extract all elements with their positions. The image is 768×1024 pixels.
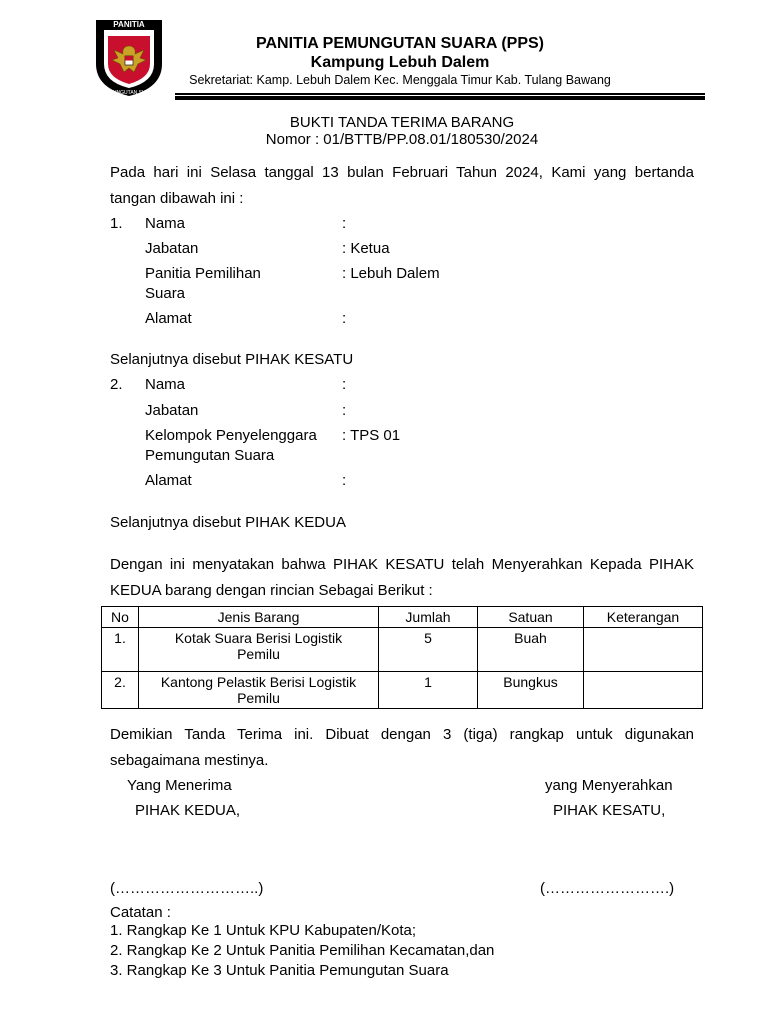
header-note: Keterangan (584, 607, 703, 628)
receiver-party: PIHAK KEDUA, (135, 802, 241, 819)
row-item (139, 672, 379, 709)
row-quantity: 1 (379, 672, 478, 709)
table-row (102, 672, 703, 709)
kpu-logo (90, 14, 168, 98)
closing-line-2: sebagaimana mestinya. (110, 752, 269, 769)
note-item: 1. Rangkap Ke 1 Untuk KPU Kabupaten/Kota; (110, 922, 417, 939)
party2-name-value: : (342, 376, 347, 393)
party2-address-value: : (342, 472, 347, 489)
row-item-line-1: Kotak Suara Berisi Logistik (174, 630, 343, 646)
org-address: Sekretariat: Kamp. Lebuh Dalem Kec. Menggala Timur Kab. Tulang Bawang (189, 73, 611, 87)
header-divider-thick (175, 96, 705, 100)
org-title: PANITIA PEMUNGUTAN SUARA (PPS) (256, 35, 544, 52)
party1-name-label: Nama (145, 215, 186, 232)
receiver-signature-blank: (………………………..) (110, 880, 264, 897)
intro-line-1: Pada hari ini Selasa tanggal 13 bulan Februari Tahun 2024, Kami yang bertanda (110, 164, 694, 181)
party1-number: 1. (110, 215, 123, 232)
receiver-label: Yang Menerima (127, 777, 232, 794)
row-item-line-2: Pemilu (237, 690, 280, 706)
logo-text-top: PANITIA (113, 20, 145, 29)
party2-position-value: : (342, 402, 347, 419)
row-no: 1. (102, 628, 139, 672)
party2-group-label-1: Kelompok Penyelenggara (145, 427, 317, 444)
notes-title: Catatan : (110, 904, 171, 921)
row-unit: Buah (478, 628, 584, 672)
giver-party: PIHAK KESATU, (553, 802, 666, 819)
party2-name-label: Nama (145, 376, 186, 393)
party2-group-label-2: Pemungutan Suara (145, 447, 275, 464)
table-header-row (102, 607, 703, 628)
document-title: BUKTI TANDA TERIMA BARANG (289, 114, 515, 131)
org-subtitle: Kampung Lebuh Dalem (310, 54, 490, 71)
party2-address-label: Alamat (145, 472, 192, 489)
party2-group-value: : TPS 01 (342, 427, 401, 444)
row-note (584, 628, 703, 672)
header-quantity: Jumlah (379, 607, 478, 628)
row-no: 2. (102, 672, 139, 709)
statement-line-1: Dengan ini menyatakan bahwa PIHAK KESATU telah Menyerahkan Kepada PIHAK (110, 556, 694, 573)
party1-referred: Selanjutnya disebut PIHAK KESATU (110, 351, 354, 368)
giver-signature-blank: (…………………….) (540, 880, 675, 897)
party2-number: 2. (110, 376, 123, 393)
note-item: 2. Rangkap Ke 2 Untuk Panitia Pemilihan Kecamatan,dan (110, 942, 495, 959)
party1-committee-value: : Lebuh Dalem (342, 265, 440, 282)
party1-address-value: : (342, 310, 347, 327)
logo-text-bottom: PEMUNGUTAN SUARA (102, 90, 156, 96)
giver-label: yang Menyerahkan (545, 777, 673, 794)
intro-line-2: tangan dibawah ini : (110, 190, 244, 207)
table-row (102, 628, 703, 672)
row-item-line-1: Kantong Pelastik Berisi Logistik (160, 674, 357, 690)
header-divider-thin (175, 93, 705, 95)
header-unit: Satuan (478, 607, 584, 628)
header-item: Jenis Barang (139, 607, 379, 628)
row-item-line-2: Pemilu (237, 646, 280, 662)
party2-referred: Selanjutnya disebut PIHAK KEDUA (110, 514, 346, 531)
statement-line-2: KEDUA barang dengan rincian Sebagai Berikut : (110, 582, 433, 599)
document-number: Nomor : 01/BTTB/PP.08.01/180530/2024 (265, 131, 539, 148)
row-quantity: 5 (379, 628, 478, 672)
header-no: No (102, 607, 139, 628)
party1-address-label: Alamat (145, 310, 192, 327)
note-item: 3. Rangkap Ke 3 Untuk Panitia Pemungutan Suara (110, 962, 449, 979)
row-item (139, 628, 379, 672)
party1-committee-label-2: Suara (145, 285, 186, 302)
party1-name-value: : (342, 215, 347, 232)
party1-position-value: : Ketua (342, 240, 390, 257)
row-note (584, 672, 703, 709)
party1-committee-label-1: Panitia Pemilihan (145, 265, 261, 282)
closing-line-1: Demikian Tanda Terima ini. Dibuat dengan 3 (tiga) rangkap untuk digunakan (110, 726, 694, 743)
row-unit: Bungkus (478, 672, 584, 709)
party2-position-label: Jabatan (145, 402, 199, 419)
party1-position-label: Jabatan (145, 240, 199, 257)
items-table (101, 606, 703, 709)
